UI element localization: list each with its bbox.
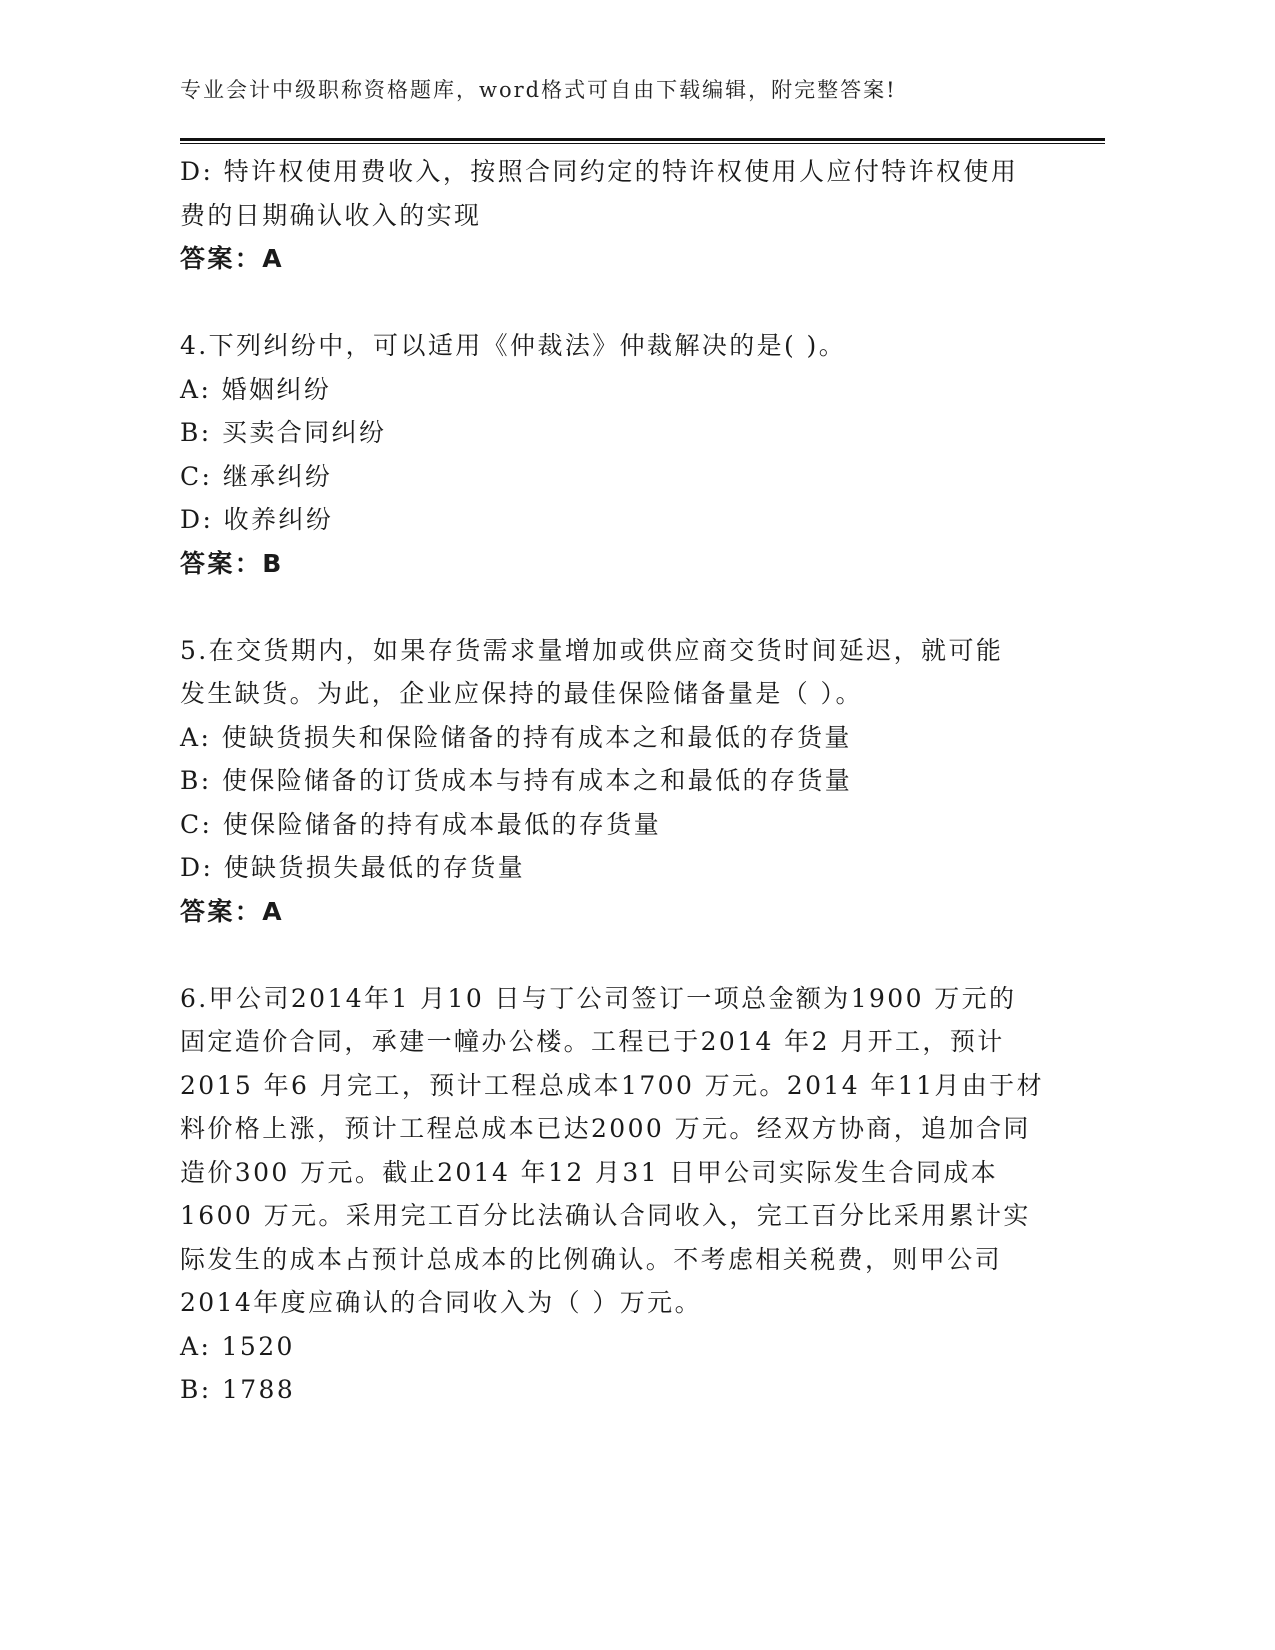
option-a: A: 1520 xyxy=(180,1331,295,1361)
header-rule-thin xyxy=(180,143,1105,144)
prev-question xyxy=(180,150,1040,281)
question-6 xyxy=(180,977,1044,1412)
question-stem-line-2: 固定造价合同，承建一幢办公楼。工程已于2014 年2 月开工，预计 xyxy=(180,1027,1005,1056)
option-d-line-2: 费的日期确认收入的实现 xyxy=(180,200,482,230)
header-rule xyxy=(180,138,1105,144)
question-stem-line-5: 造价300 万元。截止2014 年12 月31 日甲公司实际发生合同成本 xyxy=(180,1157,999,1187)
option-d-line-1: D: 特许权使用费收入，按照合同约定的特许权使用人应付特许权使用 xyxy=(180,157,1019,186)
option-b: B: 1788 xyxy=(180,1375,296,1404)
question-stem-line-3: 2015 年6 月完工，预计工程总成本1700 万元。2014 年11月由于材 xyxy=(180,1070,1044,1100)
question-stem-line-4: 料价格上涨，预计工程总成本已达2000 万元。经双方协商，追加合同 xyxy=(180,1114,1031,1143)
question-stem-line-6: 1600 万元。采用完工百分比法确认合同收入，完工百分比采用累计实 xyxy=(180,1201,1031,1230)
option-c: C: 使保险储备的持有成本最低的存货量 xyxy=(180,809,662,839)
option-d: D: 收养纠纷 xyxy=(180,505,334,534)
question-stem-line-7: 际发生的成本占预计总成本的比例确认。不考虑相关税费，则甲公司 xyxy=(180,1244,1003,1274)
question-stem-line-1: 5.在交货期内，如果存货需求量增加或供应商交货时间延迟，就可能 xyxy=(180,635,1004,665)
question-stem-line-8: 2014年度应确认的合同收入为（ ）万元。 xyxy=(180,1288,702,1317)
option-b: B: 买卖合同纠纷 xyxy=(180,418,387,447)
question-content xyxy=(180,150,1044,1412)
question-stem-line-1: 6.甲公司2014年1 月10 日与丁公司签订一项总金额为1900 万元的 xyxy=(180,983,1017,1013)
answer-label: 答案：A xyxy=(180,896,284,926)
option-a: A: 婚姻纠纷 xyxy=(180,374,332,404)
spacer xyxy=(180,585,1040,629)
option-d: D: 使缺货损失最低的存货量 xyxy=(180,853,526,882)
question-5 xyxy=(180,629,1040,934)
spacer xyxy=(180,281,1040,325)
answer-label: 答案：B xyxy=(180,548,284,578)
question-4 xyxy=(180,324,1040,585)
question-stem: 4.下列纠纷中，可以适用《仲裁法》仲裁解决的是( )。 xyxy=(180,331,847,360)
answer-label: 答案：A xyxy=(180,244,284,273)
option-a: A: 使缺货损失和保险储备的持有成本之和最低的存货量 xyxy=(180,722,852,752)
spacer xyxy=(180,933,1040,977)
header-rule-thick xyxy=(180,138,1105,141)
question-stem-line-2: 发生缺货。为此，企业应保持的最佳保险储备量是（ ）。 xyxy=(180,679,863,708)
option-b: B: 使保险储备的订货成本与持有成本之和最低的存货量 xyxy=(180,766,853,795)
option-c: C: 继承纠纷 xyxy=(180,461,333,491)
page-header: 专业会计中级职称资格题库，word格式可自由下载编辑，附完整答案! xyxy=(180,78,897,102)
